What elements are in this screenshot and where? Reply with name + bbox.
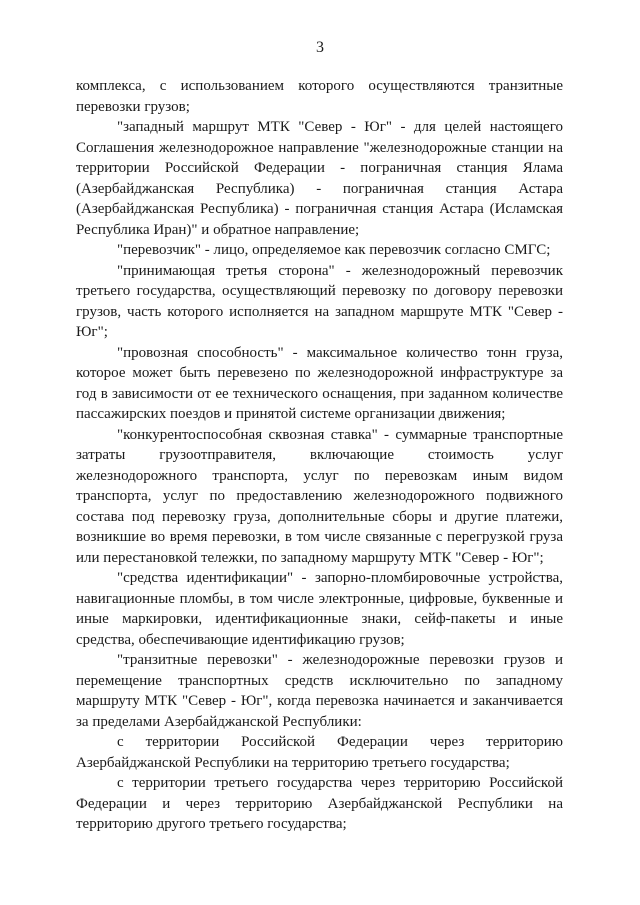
- definition-competitive-through-rate: "конкурентоспособная сквозная ставка" - суммарные транспортные затраты грузоотправителя, включающие стоимость услуг железнодорожного транспорта, услуг по перевозкам иным видом транспорта, услуг по предоставлению железнодорожного подвижного состава под перевозку груза, дополнительные сборы и другие платежи, возникшие во время перевозки, в том числе связанные с перегрузкой груза или перестановкой тележки, по западному маршруту МТК "Север - Юг";: [76, 426, 563, 566]
- transit-case-from-russia: с территории Российской Федерации через территорию Азербайджанской Республики на территорию третьего государства;: [76, 734, 563, 771]
- definition-receiving-third-party: "принимающая третья сторона" - железнодорожный перевозчик третьего государства, осуществляющий перевозку по договору перевозки грузов, часть которого исполняется на западном маршруте МТК "Север - Юг";: [76, 262, 563, 340]
- definition-identification-means: "средства идентификации" - запорно-пломбировочные устройства, навигационные пломбы, в том числе электронные, цифровые, буквенные и иные маркировки, идентификационные знаки, сейф-пакеты и иные средства, обеспечивающие идентификацию грузов;: [76, 570, 563, 648]
- document-body: [76, 76, 563, 835]
- definition-carrier: "перевозчик" - лицо, определяемое как перевозчик согласно СМГС;: [117, 242, 551, 258]
- definition-carrying-capacity: "провозная способность" - максимальное количество тонн груза, которое может быть перевезено по железнодорожной инфраструктуре за год в зависимости от ее технического оснащения, при заданном количестве пассажирских поездов и принятой системе организации движения;: [76, 344, 563, 422]
- definition-western-route: "западный маршрут МТК "Север - Юг" - для целей настоящего Соглашения железнодорожное направление "железнодорожные станции на территории Российской Федерации - пограничная станция Ялама (Азербайджанская Республика) - пограничная станция Астара (Азербайджанская Республика) - пограничная станция Астара (Исламская Республика Иран)" и обратное направление;: [76, 119, 563, 238]
- definition-transit-transportation: "транзитные перевозки" - железнодорожные перевозки грузов и перемещение транспортных средств исключительно по западному маршруту МТК "Север - Юг", когда перевозка начинается и заканчивается за пределами Азербайджанской Республики:: [76, 652, 563, 730]
- transit-case-from-third-state: с территории третьего государства через территорию Российской Федерации и через территорию Азербайджанской Республики на территорию другого третьего государства;: [76, 775, 563, 832]
- page-number: 3: [316, 39, 324, 56]
- paragraph-continuation: комплекса, с использованием которого осуществляются транзитные перевозки грузов;: [76, 78, 563, 115]
